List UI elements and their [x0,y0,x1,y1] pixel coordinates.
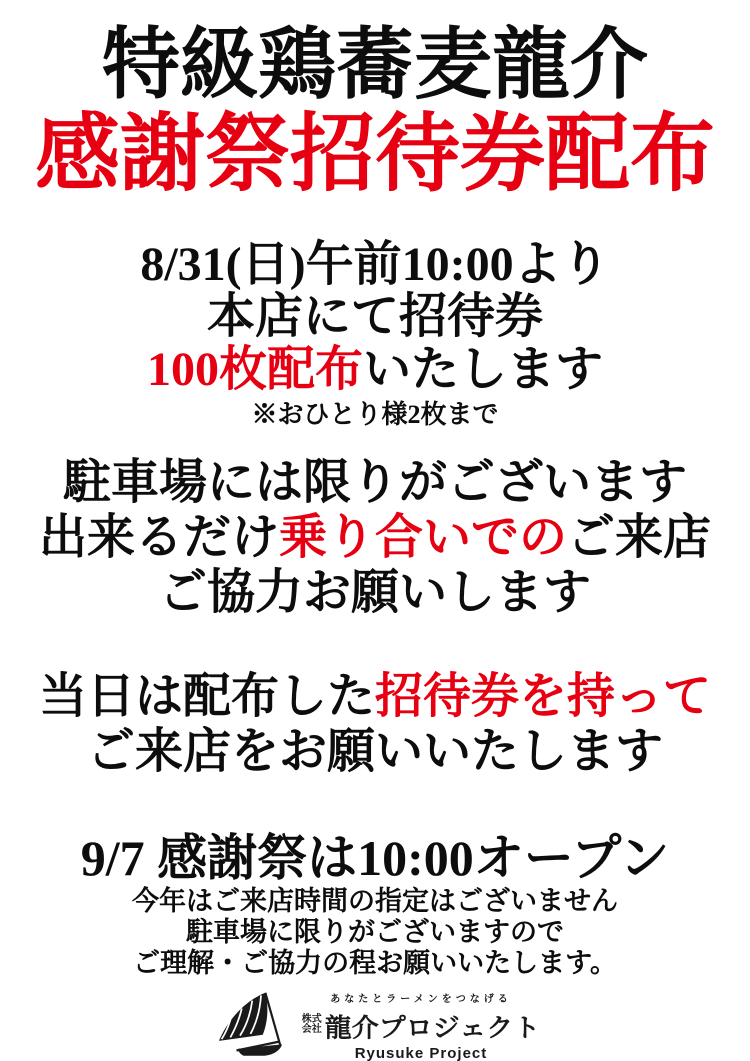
company-name: 龍介プロジェクト [324,1013,541,1042]
distribution-date-line: 8/31(日)午前10:00より [140,237,610,291]
company-name-english: Ryusuke Project [354,1044,488,1061]
company-logo-text [302,990,540,1061]
ticket-line1 [0,670,750,725]
parking-line2-pre: 出来るだけ [38,510,279,564]
parking-line3: ご協力お願いします [158,565,591,619]
junk-sailboat-icon [210,991,298,1061]
distribution-place-line: 本店にて招待券 [206,290,543,344]
ticket-line1-emphasis: 招待券を持って [375,670,712,724]
festival-sub3: ご理解・ご協力の程お願いいたします。 [133,948,617,979]
distribution-count-emphasis: 100枚配布 [146,343,363,397]
company-logo [0,990,750,1061]
festival-sub1: 今年はご来店時間の指定はございません [132,885,618,916]
ticket-line2: ご来店をお願いいたします [86,725,663,779]
festival-sub2: 駐車場に限りがございますので [186,917,564,948]
distribution-count-line [0,344,750,397]
company-prefix: 株式会社 [301,1014,322,1036]
shop-name-title: 特級鶏蕎麦龍介 [101,21,648,108]
ticket-line1-pre: 当日は配布した [38,670,375,724]
distribution-count-rest: いたします [363,343,604,397]
parking-line2-emphasis: 乗り合いでの [278,510,567,564]
festival-headline: 9/7 感謝祭は10:00オープン [80,829,670,886]
parking-line1: 駐車場には限りがございます [62,456,687,510]
ticket-section [0,670,750,779]
main-headline: 感謝祭招待券配布 [34,107,715,202]
company-name-row [302,1006,540,1045]
parking-line2-post: ご来店 [567,510,712,564]
festival-section [0,830,750,980]
parking-line2 [0,511,750,566]
distribution-section [0,239,750,431]
parking-section [0,456,750,620]
company-tagline: あなたとラーメンをつなげる [330,993,512,1005]
distribution-note: ※おひとり様2枚まで [251,399,499,429]
